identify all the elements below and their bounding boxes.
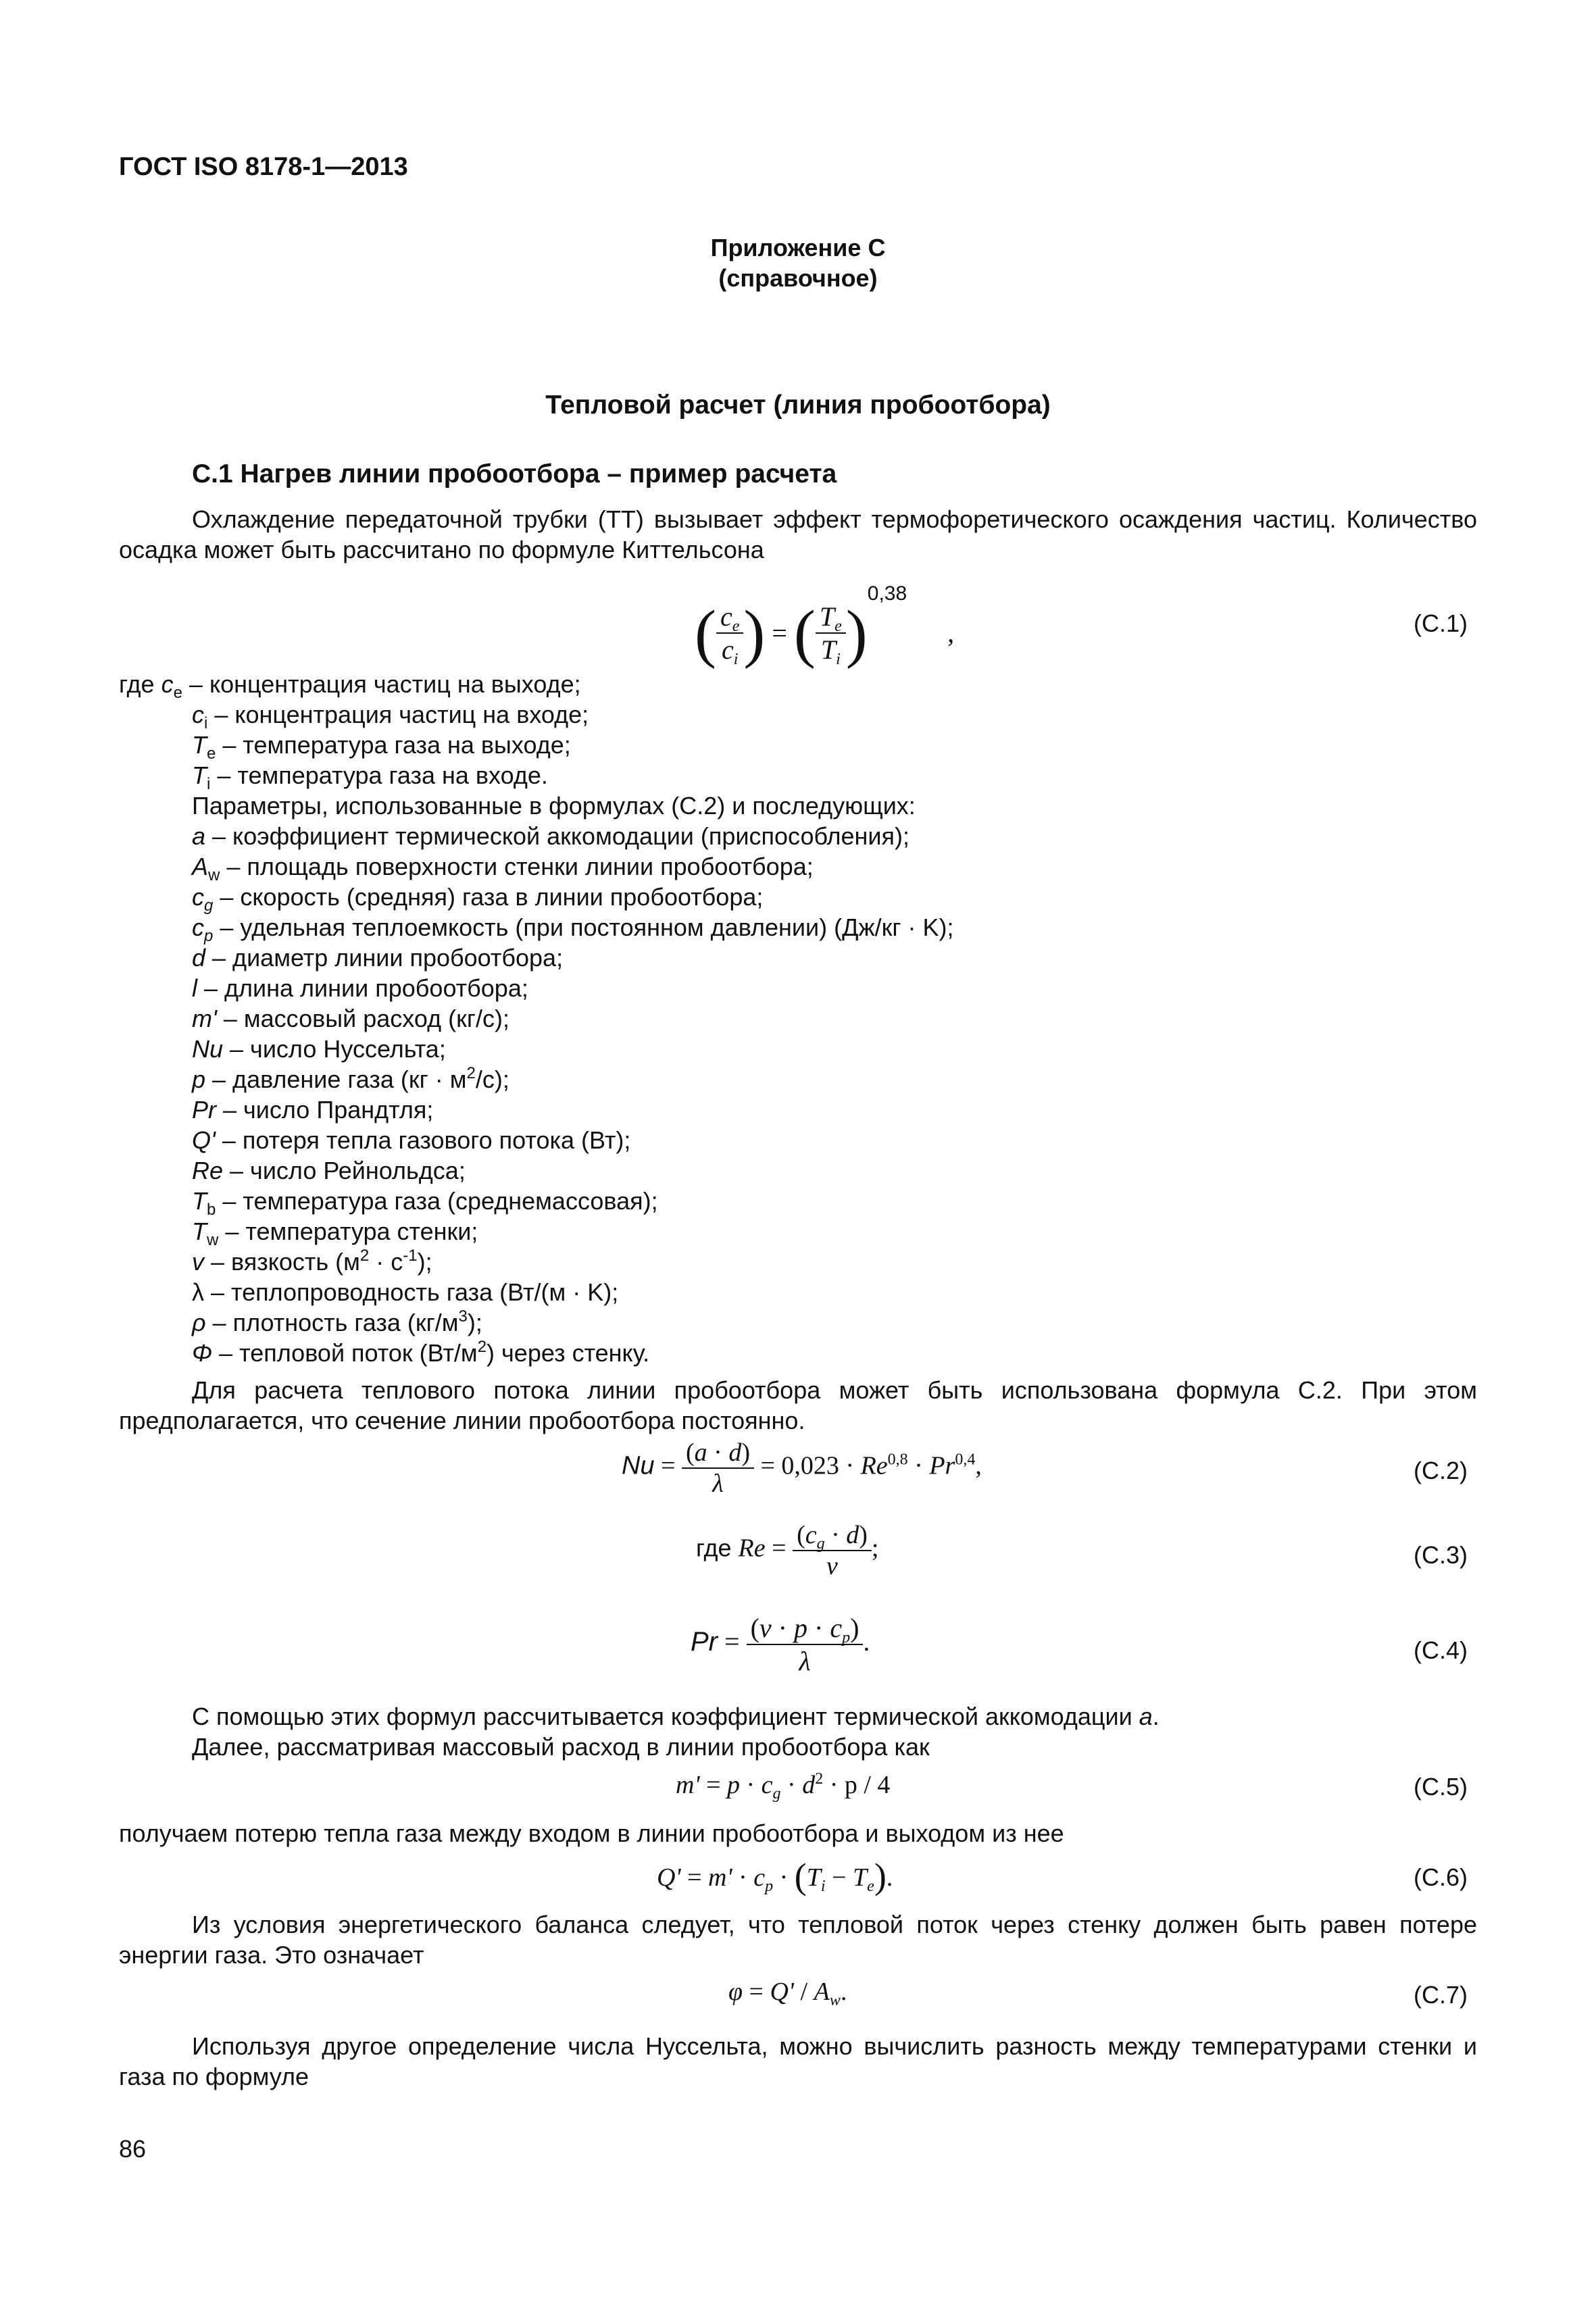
page-number: 86 xyxy=(119,2135,147,2163)
equation-c5: $m' = p \cdot c_g \cdot d^2 \cdot p / 4$ xyxy=(676,1770,891,1803)
definitions-c1 xyxy=(119,669,1477,1368)
appendix-title: Приложение С xyxy=(710,234,886,261)
param-phi: Φ – тепловой поток $(Вт/м^2)$ через стенку. xyxy=(192,1338,650,1367)
param-cg: $c_g$ – скорость (средняя) газа в линии пробоотбора; xyxy=(192,883,764,915)
heat-loss-paragraph: получаем потерю тепла газа между входом в линии пробоотбора и выходом из нее xyxy=(119,1819,1064,1847)
eq-number-c7: (С.7) xyxy=(1414,1981,1468,2009)
appendix-kind: (справочное) xyxy=(718,264,878,292)
eq1-exponent: 0,38 xyxy=(867,582,907,605)
param-cp: $c_p$ – удельная теплоемкость (при постоянном давлении) (Дж/кг · K); xyxy=(192,913,954,945)
param-nu: Nu – число Нуссельта; xyxy=(192,1035,446,1063)
param-p: p – давление газа $(кг \cdot м^2/с)$; xyxy=(192,1064,509,1093)
equation-c6: $Q' = m' \cdot c_p \cdot (T_i - T_e)$. xyxy=(657,1856,893,1896)
param-m: m' – массовый расход (кг/с); xyxy=(192,1005,509,1032)
param-q: Q' – потеря тепла газового потока (Вт); xyxy=(192,1126,631,1154)
def-ti: $T_i$ – температура газа на входе. xyxy=(192,761,548,793)
equation-c4: Pr = $\frac{(\nu \cdot p \cdot c_p)}{\lambda}$ . xyxy=(691,1613,870,1676)
param-pr: Pr – число Прандтля; xyxy=(192,1096,434,1124)
standard-header: ГОСТ ISO 8178-1—2013 xyxy=(119,153,408,181)
eq-number-c5: (С.5) xyxy=(1414,1773,1468,1801)
param-d: d – диаметр линии пробоотбора; xyxy=(192,944,564,972)
subsection-title: С.1 Нагрев линии пробоотбора – пример расчета xyxy=(192,459,837,488)
equation-c2: Nu = $\frac{(a \cdot d)}{\lambda}$ = 0,023 · Re$^{0,8}$ · Pr$^{0,4}$, xyxy=(622,1438,982,1498)
param-l: l – длина линии пробоотбора; xyxy=(192,974,528,1002)
equation-c1: ( $\frac{c_e}{c_i}$ ) = ( $\frac{T_e}{T_i}$ )$^{0,38}$ , xyxy=(695,582,955,670)
param-tb: $T_b$ – температура газа (среднемассовая); xyxy=(192,1187,658,1219)
eq1-comma: , xyxy=(947,618,955,649)
eq-number-c1: (С.1) xyxy=(1414,609,1468,637)
section-title: Тепловой расчет (линия пробоотбора) xyxy=(545,391,1051,420)
energy-balance-paragraph: Из условия энергетического баланса следует, что тепловой поток через стенку должен быть равен потере энергии газа. Это означает xyxy=(119,1911,1477,1969)
param-rho: ρ – плотность газа $(кг/м^3)$; xyxy=(192,1307,482,1336)
equation-c3: где Re = $\frac{(c_g \cdot d)}{\nu}$ ; xyxy=(696,1521,879,1580)
accommodation-paragraph: С помощью этих формул рассчитывается коэффициент термической аккомодации a. xyxy=(192,1703,1159,1730)
params-intro: Параметры, использованные в формулах (С.2) и последующих: xyxy=(192,792,916,820)
def-ce: где $c_e$ – концентрация частиц на выходе; xyxy=(119,670,581,702)
def-ci: $c_i$ – концентрация частиц на входе; xyxy=(192,701,589,732)
param-lambda: λ – теплопроводность газа (Вт/(м · K); xyxy=(192,1278,619,1306)
eq-number-c3: (С.3) xyxy=(1414,1541,1468,1569)
intro-paragraph: Охлаждение передаточной трубки (ТТ) вызывает эффект термофоретического осаждения частиц. Количество осадка может быть рассчитано по формуле Киттельсона xyxy=(119,505,1477,563)
eq-number-c6: (С.6) xyxy=(1414,1863,1468,1891)
param-aw: $A_w$ – площадь поверхности стенки линии пробоотбора; xyxy=(192,853,814,884)
heatflow-paragraph: Для расчета теплового потока линии пробоотбора может быть использована формула С.2. При этом предполагается, что сечение линии пробоотбора постоянно. xyxy=(119,1376,1477,1434)
param-re: Re – число Рейнольдса; xyxy=(192,1157,466,1184)
param-tw: $T_w$ – температура стенки; xyxy=(192,1217,478,1249)
def-te: $T_e$ – температура газа на выходе; xyxy=(192,731,571,763)
eq-number-c4: (С.4) xyxy=(1414,1636,1468,1664)
mass-flow-paragraph: Далее, рассматривая массовый расход в линии пробоотбора как xyxy=(192,1733,930,1761)
param-a: a – коэффициент термической аккомодации (приспособления); xyxy=(192,822,909,850)
param-v: v – вязкость $(м^2 \cdot с^{-1})$; xyxy=(192,1247,432,1276)
equation-c7: $\varphi = Q' / A_w$. xyxy=(728,1978,847,2009)
eq-number-c2: (С.2) xyxy=(1414,1457,1468,1484)
nusselt-paragraph: Используя другое определение числа Нуссельта, можно вычислить разность между температурами стенки и газа по формуле xyxy=(119,2032,1477,2090)
